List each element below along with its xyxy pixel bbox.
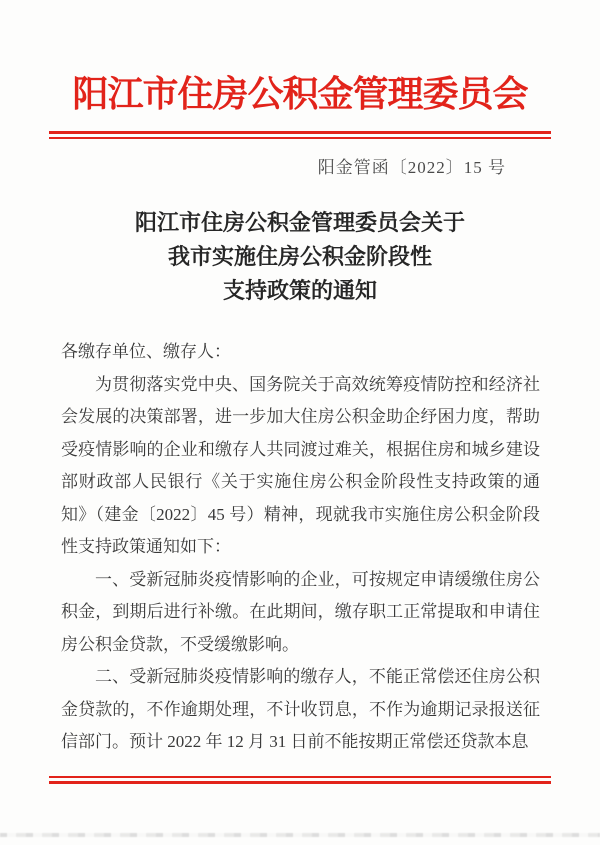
footer-divider-thin-line bbox=[49, 776, 551, 778]
notice-title-line-1: 阳江市住房公积金管理委员会关于 bbox=[134, 210, 465, 235]
paragraph-item-two: 二、受新冠肺炎疫情影响的缴存人，不能正常偿还住房公积金贷款的，不作逾期处理，不计收罚息，不作为逾期记录报送征信部门。预计 2022 年 12 月 31 日前不能按期正常偿还贷款本息 bbox=[61, 667, 540, 751]
notice-title bbox=[0, 206, 600, 308]
header-divider-thick-line bbox=[49, 131, 551, 134]
salutation: 各缴存单位、缴存人： bbox=[61, 342, 231, 361]
notice-title-line-2: 我市实施住房公积金阶段性 bbox=[167, 244, 432, 269]
paragraph-preamble: 为贯彻落实党中央、国务院关于高效统筹疫情防控和经济社会发展的决策部署，进一步加大住房公积金助企纾困力度，帮助受疫情影响的企业和缴存人共同渡过难关，根据住房和城乡建设部财政部人民银行《关于实施住房公积金阶段性支持政策的通知》（建金〔2022〕45 号）精神，现就我市实施住房公积金阶段性支持政策通知如下： bbox=[61, 374, 540, 556]
footer-divider-thick-line bbox=[49, 781, 551, 784]
header-divider-thin-line bbox=[49, 137, 551, 139]
paragraph-item-one: 一、受新冠肺炎疫情影响的企业，可按规定申请缓缴住房公积金，到期后进行补缴。在此期间，缴存职工正常提取和申请住房公积金贷款，不受缓缴影响。 bbox=[61, 569, 540, 654]
scan-edge-artifact bbox=[0, 833, 600, 837]
document-number: 阳金管函〔2022〕15 号 bbox=[317, 158, 506, 177]
notice-body bbox=[61, 336, 540, 759]
agency-letterhead: 阳江市住房公积金管理委员会 bbox=[72, 74, 528, 114]
notice-title-line-3: 支持政策的通知 bbox=[222, 278, 377, 303]
